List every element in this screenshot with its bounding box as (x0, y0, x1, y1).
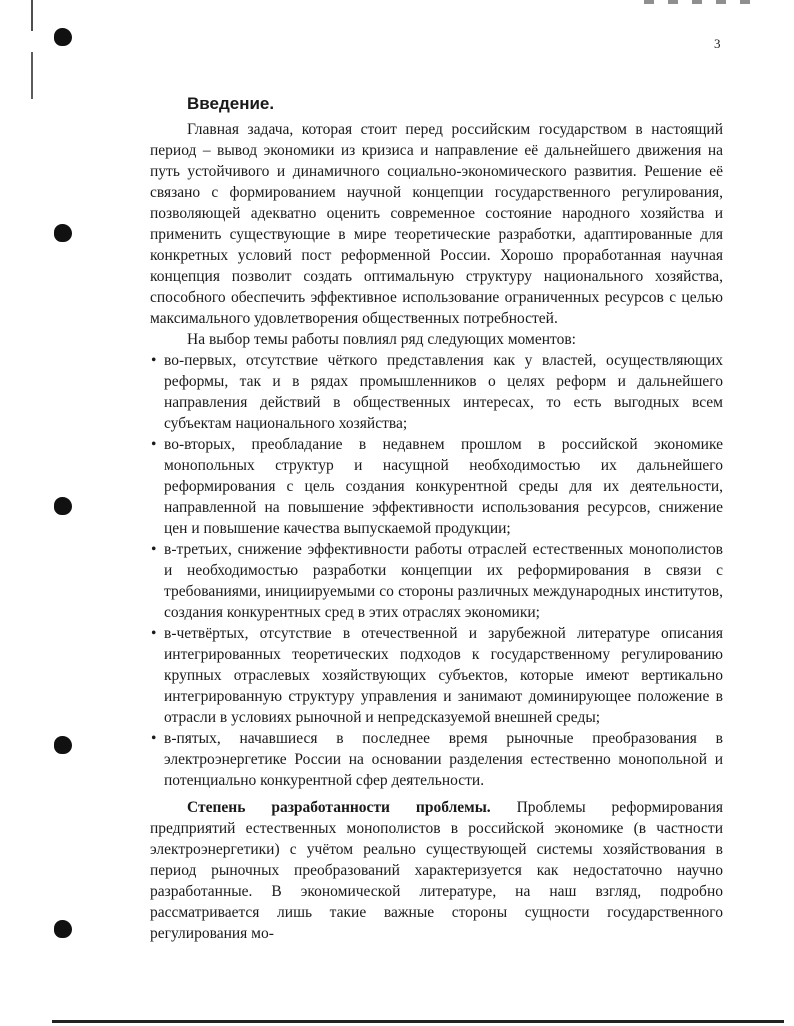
punch-hole-mark (54, 224, 72, 242)
reasons-list (150, 350, 723, 791)
bullet-icon: • (151, 541, 157, 558)
punch-hole-mark (54, 736, 72, 754)
list-item (150, 623, 723, 728)
scan-left-edge (31, 0, 33, 260)
problem-development-lead: Степень разработанности проблемы. (187, 799, 491, 816)
punch-hole-mark (54, 920, 72, 938)
list-item-text: во-первых, отсутствие чёткого представления как у властей, осуществляющих реформы, так и в рядах промышленников о целях реформ и дальнейшего направления действий в общественных интересах, то есть выгодных всем субъектам национального хозяйства; (164, 352, 723, 432)
bullet-icon: • (151, 625, 157, 642)
scan-top-marks (644, 0, 764, 4)
document-body (150, 93, 723, 944)
list-item-text: в-четвёртых, отсутствие в отечественной и зарубежной литературе описания интегрированных теоретических подходов к государственному регулированию крупных отраслевых хозяйствующих субъектов, которые имеют вертикально интегрированную структуру управления и занимают доминирующее положение в отрасли в условиях рыночной и непредсказуемой внешней среды; (164, 625, 723, 726)
list-item-text: в-третьих, снижение эффективности работы отраслей естественных монополистов и необходимостью разработки концепции их реформирования в связи с требованиями, инициируемыми со стороны различных международных институтов, создания конкурентных сред в этих отраслях экономики; (164, 541, 723, 621)
intro-paragraph: Главная задача, которая стоит перед российским государством в настоящий период – вывод экономики из кризиса и направление её дальнейшего движения на путь устойчивого и динамичного социально-экономического развития. Решение её связано с формированием научной концепции государственного регулирования, позволяющей адекватно оценить современное состояние народного хозяйства и применить существующие в мире теоретические разработки, адаптированные для конкретных условий пост реформенной России. Хорошо проработанная научная концепция позволит создать оптимальную структуру национального хозяйства, способного обеспечить эффективное использование ограниченных ресурсов с целью максимального удовлетворения общественных потребностей. (150, 121, 723, 327)
problem-development-paragraph (150, 797, 723, 944)
scan-bottom-rule (52, 1020, 784, 1023)
list-item-text: во-вторых, преобладание в недавнем прошлом в российской экономике монопольных структур и насущной необходимостью их дальнейшего реформирования с цель создания конкурентной среды для их деятельности, направленной на повышение эффективности использования ресурсов, снижение цен и повышение качества выпускаемой продукции; (164, 436, 723, 537)
section-heading: Введение. (187, 94, 275, 113)
problem-development-text: Проблемы реформирования предприятий естественных монополистов в российской экономике (в частности электроэнергетики) с учётом реально существующей системы хозяйствования в период рыночных преобразований характеризуется как недостаточно научно разработанные. В экономической литературе, на наш взгляд, подробно рассматривается лишь такие важные стороны сущности государственного регулирования мо- (150, 799, 723, 942)
punch-hole-mark (54, 497, 72, 515)
bullet-icon: • (151, 436, 157, 453)
list-item (150, 728, 723, 791)
bullet-icon: • (151, 730, 157, 747)
page-number: 3 (714, 36, 721, 51)
punch-hole-mark (54, 28, 72, 46)
topic-choice-paragraph: На выбор темы работы повлиял ряд следующих моментов: (187, 331, 576, 348)
list-item (150, 434, 723, 539)
list-item-text: в-пятых, начавшиеся в последнее время рыночные преобразования в электроэнергетике России на основании разделения естественно монопольной и потенциально конкурентной сфер деятельности. (164, 730, 723, 789)
list-item (150, 539, 723, 623)
bullet-icon: • (151, 352, 157, 369)
list-item (150, 350, 723, 434)
